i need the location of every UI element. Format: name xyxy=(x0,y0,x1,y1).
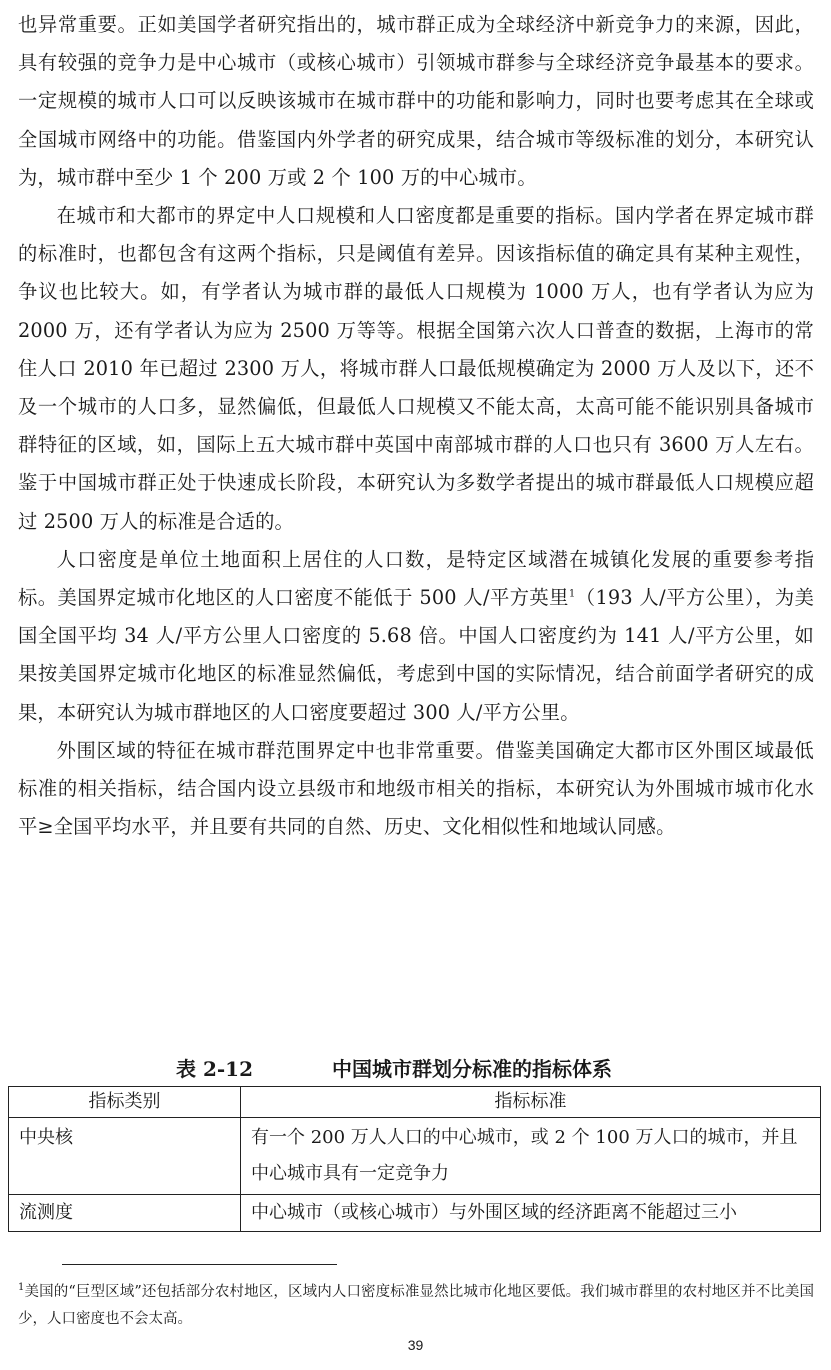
paragraph-3 xyxy=(18,541,814,732)
table-cell: 中心城市（或核心城市）与外围区域的经济距离不能超过三小 xyxy=(241,1195,821,1232)
table-cell: 中央核 xyxy=(9,1118,241,1195)
table-cell: 有一个 200 万人人口的中心城市，或 2 个 100 万人口的城市，并且中心城市具有一定竞争力 xyxy=(241,1118,821,1195)
footnote-reference[interactable]: 1 xyxy=(568,588,576,600)
page-number: 39 xyxy=(407,1337,424,1353)
table-header-cell: 指标类别 xyxy=(9,1087,241,1118)
paragraph-3-text-a: 人口密度是单位土地面积上居住的人口数，是特定区域潜在城镇化发展的重要参考指标。美国界定城市化地区的人口密度不能低于 500 人/平方英里 xyxy=(18,547,814,610)
table-cell: 流测度 xyxy=(9,1195,241,1232)
footnote-marker: 1 xyxy=(18,1282,25,1294)
table-number: 表 2-12 xyxy=(176,1057,254,1081)
table-header-row xyxy=(9,1087,821,1118)
table-title: 中国城市群划分标准的指标体系 xyxy=(332,1057,612,1081)
footnote-text: 美国的“巨型区域”还包括部分农村地区，区域内人口密度标准显然比城市化地区要低。我们城市群里的农村地区并不比美国少，人口密度也不会太高。 xyxy=(18,1284,814,1327)
table-header-cell: 指标标准 xyxy=(241,1087,821,1118)
table-row xyxy=(9,1118,821,1195)
body-text xyxy=(18,6,814,846)
paragraph-2: 在城市和大都市的界定中人口规模和人口密度都是重要的指标。国内学者在界定城市群的标准时，也都包含有这两个指标，只是阈值有差异。因该指标值的确定具有某种主观性，争议也比较大。如，有学者认为城市群的最低人口规模为 1000 万人，也有学者认为应为 2000 万，还有学者认为应为 2500 万等等。根据全国第六次人口普查的数据，上海市的常住人口 2010 年已超过 2300 万人，将城市群人口最低规模确定为 2000 万人及以下，还不及一个城市的人口多，显然偏低，但最低人口规模又不能太高，太高可能不能识别具备城市群特征的区域，如，国际上五大城市群中英国中南部城市群的人口也只有 3600 万人左右。鉴于中国城市群正处于快速成长阶段，本研究认为多数学者提出的城市群最低人口规模应超过 2500 万人的标准是合适的。 xyxy=(18,204,814,533)
footnote-divider xyxy=(62,1264,337,1265)
paragraph-3-text-b: （193 人/平方公里），为美国全国平均 34 人/平方公里人口密度的 5.68 倍。中国人口密度约为 141 人/平方公里，如果按美国界定城市化地区的标准显然偏低，考虑到中国的实际情况，结合前面学者研究的成果，本研究认为城市群地区的人口密度要超过 300 人/平方公里。 xyxy=(18,586,815,724)
footnote xyxy=(18,1279,814,1333)
paragraph-4: 外围区域的特征在城市群范围界定中也非常重要。借鉴美国确定大都市区外围区域最低标准的相关指标，结合国内设立县级市和地级市相关的指标，本研究认为外围城市城市化水平≥全国平均水平，并且要有共同的自然、历史、文化相似性和地域认同感。 xyxy=(18,738,814,839)
criteria-table xyxy=(8,1086,821,1232)
table-row xyxy=(9,1195,821,1232)
paragraph-1: 也异常重要。正如美国学者研究指出的，城市群正成为全球经济中新竞争力的来源，因此，具有较强的竞争力是中心城市（或核心城市）引领城市群参与全球经济竞争最基本的要求。一定规模的城市人口可以反映该城市在城市群中的功能和影响力，同时也要考虑其在全球或全国城市网络中的功能。借鉴国内外学者的研究成果，结合城市等级标准的划分，本研究认为，城市群中至少 1 个 200 万或 2 个 100 万的中心城市。 xyxy=(18,13,814,189)
